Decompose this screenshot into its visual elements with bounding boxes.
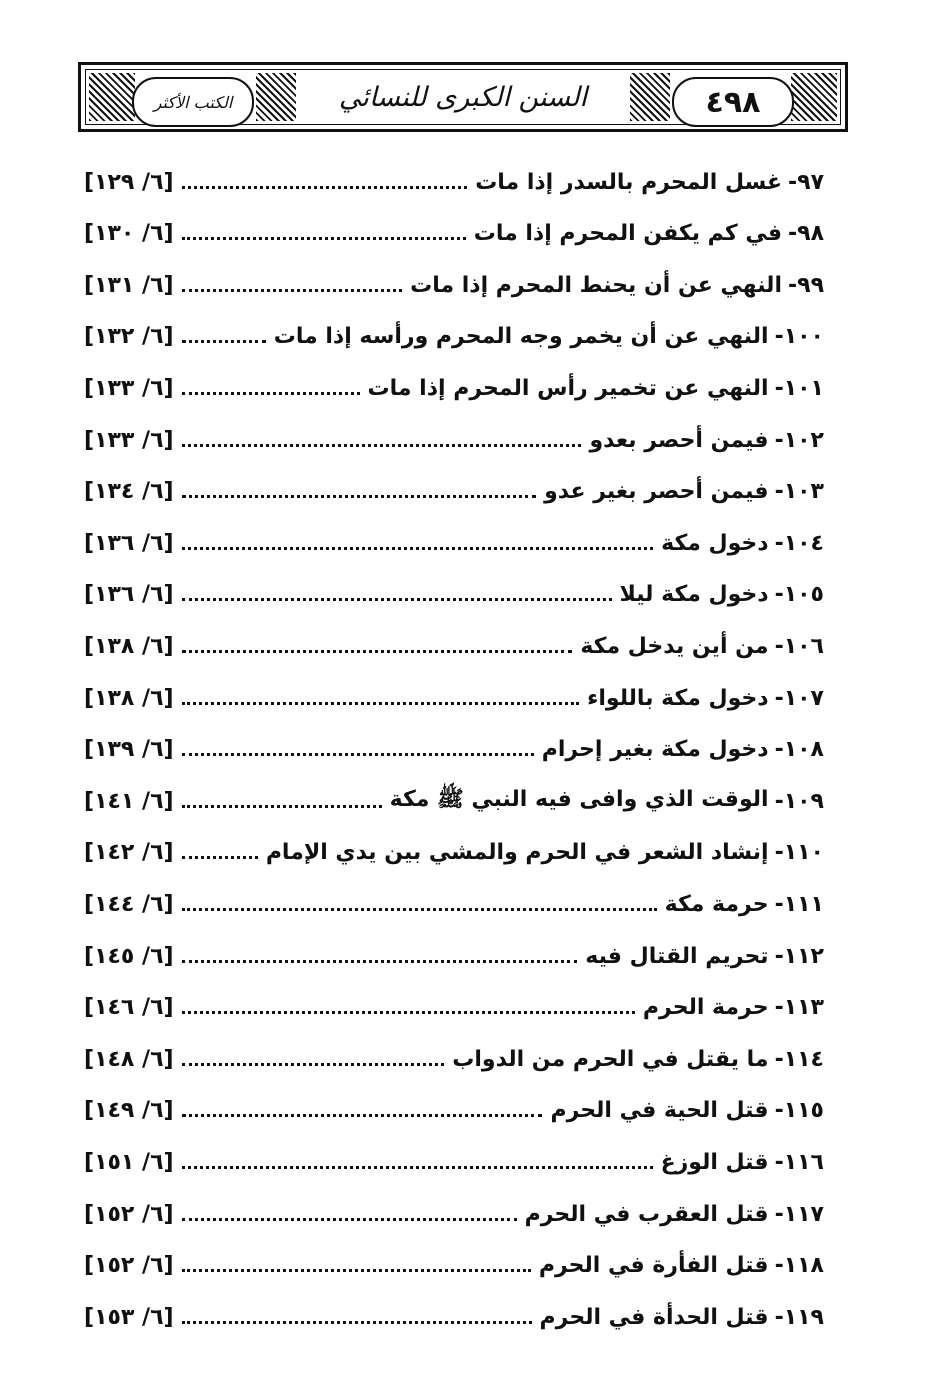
toc-entry-reference: [٦/ ١٣٠] xyxy=(84,221,174,247)
dot-leader xyxy=(182,598,612,601)
toc-entry-title: النهي عن تخمير رأس المحرم إذا مات xyxy=(367,375,769,401)
toc-entry xyxy=(84,730,824,770)
dot-leader xyxy=(182,392,360,395)
ornament-mid-right xyxy=(630,73,670,121)
toc-entry-number: ١١٦- xyxy=(774,1149,824,1175)
toc-entry xyxy=(84,420,824,460)
toc-entry xyxy=(84,265,824,305)
toc-entry xyxy=(84,1194,824,1234)
toc-entry-reference: [٦/ ١٣٦] xyxy=(84,582,174,608)
toc-entry-number: ١١٤- xyxy=(774,1046,824,1072)
toc-entry-number: ١١٩- xyxy=(774,1304,824,1330)
toc-entry-number: ١٠٢- xyxy=(774,427,824,453)
publisher-logo xyxy=(132,77,254,127)
toc-entry xyxy=(84,317,824,357)
toc-entry-title: فيمن أحصر بغير عدو xyxy=(544,479,769,505)
toc-entry-reference: [٦/ ١٣٢] xyxy=(84,324,174,350)
toc-entry-title: في كم يكفن المحرم إذا مات xyxy=(473,221,782,247)
toc-entry-number: ١٠٦- xyxy=(774,633,824,659)
toc-entry-title: حرمة مكة xyxy=(664,891,769,917)
toc-entry-title: قتل العقرب في الحرم xyxy=(524,1201,769,1227)
toc-entry-number: ٩٩- xyxy=(788,272,824,298)
toc-entry-reference: [٦/ ١٣١] xyxy=(84,272,174,298)
dot-leader xyxy=(182,1218,517,1221)
toc-entry xyxy=(84,936,824,976)
toc-entry-reference: [٦/ ١٣٦] xyxy=(84,530,174,556)
toc-entry-reference: [٦/ ١٣٨] xyxy=(84,633,174,659)
toc-entry-reference: [٦/ ١٤٨] xyxy=(84,1046,174,1072)
toc-entry-reference: [٦/ ١٤٩] xyxy=(84,1098,174,1124)
toc-entry-number: ١٠٤- xyxy=(774,530,824,556)
toc-entry xyxy=(84,833,824,873)
dot-leader xyxy=(182,856,258,859)
toc-entry-number: ١٠٨- xyxy=(774,737,824,763)
toc-entry-title: قتل الوزغ xyxy=(660,1149,769,1175)
toc-entry xyxy=(84,1246,824,1286)
toc-entry-title: دخول مكة بغير إحرام xyxy=(541,737,769,763)
dot-leader xyxy=(182,1063,445,1066)
dot-leader xyxy=(182,495,537,498)
dot-leader xyxy=(182,444,582,447)
page-number: ٤٩٨ xyxy=(705,84,761,120)
toc-entry-title: فيمن أحصر بعدو xyxy=(589,427,769,453)
dot-leader xyxy=(182,650,573,653)
dot-leader xyxy=(182,547,654,550)
toc-entry xyxy=(84,678,824,718)
toc-entry-number: ١٠٠- xyxy=(774,324,824,350)
toc-entry-number: ١٠٧- xyxy=(774,685,824,711)
toc-entry-reference: [٦/ ١٤٢] xyxy=(84,840,174,866)
toc-entry-reference: [٦/ ١٥٢] xyxy=(84,1201,174,1227)
toc-entry-number: ١١٠- xyxy=(774,840,824,866)
toc-entry xyxy=(84,1142,824,1182)
toc-entry-number: ١٠٩- xyxy=(774,788,824,814)
ornament-mid-left xyxy=(256,73,296,121)
toc-entry-title: الوقت الذي وافى فيه النبي ﷺ مكة xyxy=(389,787,769,813)
header-frame xyxy=(85,69,841,125)
toc-entry-reference: [٦/ ١٥٣] xyxy=(84,1304,174,1330)
toc-entry-title: قتل الحدأة في الحرم xyxy=(539,1304,769,1330)
toc-entry-title: النهي عن أن يحنط المحرم إذا مات xyxy=(410,272,782,298)
toc-entry xyxy=(84,575,824,615)
dot-leader xyxy=(182,753,534,756)
dot-leader xyxy=(182,1114,543,1117)
toc-entry-reference: [٦/ ١٤٤] xyxy=(84,891,174,917)
toc-entry-reference: [٦/ ١٤٥] xyxy=(84,943,174,969)
toc-entry-title: من أين يدخل مكة xyxy=(580,633,769,659)
dot-leader xyxy=(182,805,382,808)
toc-entry-title: إنشاد الشعر في الحرم والمشي بين يدي الإمام xyxy=(265,840,769,866)
dot-leader xyxy=(182,1011,635,1014)
toc-entry-number: ٩٨- xyxy=(788,221,824,247)
dot-leader xyxy=(182,1166,653,1169)
toc-entry-title: دخول مكة باللواء xyxy=(587,685,769,711)
toc-entry-title: ما يقتل في الحرم من الدواب xyxy=(452,1046,769,1072)
toc-entry-reference: [٦/ ١٤٦] xyxy=(84,995,174,1021)
toc-entry-number: ١١٣- xyxy=(774,995,824,1021)
publisher-logo-text: الكتب الأكثر xyxy=(153,92,233,112)
dot-leader xyxy=(182,340,266,343)
dot-leader xyxy=(182,1269,531,1272)
toc-entry xyxy=(84,523,824,563)
toc-entry-title: تحريم القتال فيه xyxy=(585,943,769,969)
toc-entry-reference: [٦/ ١٢٩] xyxy=(84,169,174,195)
toc-entry-reference: [٦/ ١٥١] xyxy=(84,1149,174,1175)
toc-entry-title: دخول مكة ليلا xyxy=(619,582,769,608)
dot-leader xyxy=(182,186,468,189)
toc-entry xyxy=(84,368,824,408)
ornament-right xyxy=(791,73,837,121)
toc-entry xyxy=(84,626,824,666)
dot-leader xyxy=(182,908,657,911)
dot-leader xyxy=(182,702,580,705)
toc-entry-number: ١١٥- xyxy=(774,1098,824,1124)
toc-entry-title: دخول مكة xyxy=(661,530,769,556)
ornament-left xyxy=(89,73,135,121)
toc-entry-number: ١٠٣- xyxy=(774,479,824,505)
toc-entry-title: غسل المحرم بالسدر إذا مات xyxy=(475,169,782,195)
toc-entry-title: قتل الفأرة في الحرم xyxy=(538,1253,769,1279)
toc-entry xyxy=(84,781,824,821)
toc-entry xyxy=(84,1091,824,1131)
dot-leader xyxy=(182,237,466,240)
toc-entry xyxy=(84,472,824,512)
toc-entry xyxy=(84,1297,824,1337)
toc-entry-title: قتل الحية في الحرم xyxy=(550,1098,769,1124)
toc-entry-number: ١١٨- xyxy=(774,1253,824,1279)
toc-entry-reference: [٦/ ١٣٨] xyxy=(84,685,174,711)
toc-entry xyxy=(84,988,824,1028)
toc-entry xyxy=(84,884,824,924)
toc-entry xyxy=(84,1039,824,1079)
toc-entry-reference: [٦/ ١٣٣] xyxy=(84,427,174,453)
page-header xyxy=(78,62,848,132)
dot-leader xyxy=(182,960,578,963)
toc-entry-reference: [٦/ ١٤١] xyxy=(84,788,174,814)
toc-entry-number: ١١٢- xyxy=(774,943,824,969)
toc-entry-reference: [٦/ ١٣٤] xyxy=(84,479,174,505)
toc-entry-number: ١٠١- xyxy=(774,375,824,401)
toc-entry xyxy=(84,162,824,202)
toc-entry-number: ١١١- xyxy=(774,891,824,917)
page-number-cartouche xyxy=(672,77,794,127)
toc-entry xyxy=(84,214,824,254)
toc-entry-reference: [٦/ ١٥٢] xyxy=(84,1253,174,1279)
toc-entry-title: النهي عن أن يخمر وجه المحرم ورأسه إذا مات xyxy=(273,324,769,350)
toc-entry-number: ٩٧- xyxy=(788,169,824,195)
book-title: السنن الكبرى للنسائي xyxy=(338,81,588,113)
dot-leader xyxy=(182,1321,532,1324)
toc-entry-reference: [٦/ ١٣٣] xyxy=(84,375,174,401)
toc-entry-reference: [٦/ ١٣٩] xyxy=(84,737,174,763)
toc-entry-number: ١١٧- xyxy=(774,1201,824,1227)
toc-entry-number: ١٠٥- xyxy=(774,582,824,608)
title-box xyxy=(298,72,628,122)
toc-entry-title: حرمة الحرم xyxy=(642,995,769,1021)
dot-leader xyxy=(182,289,403,292)
